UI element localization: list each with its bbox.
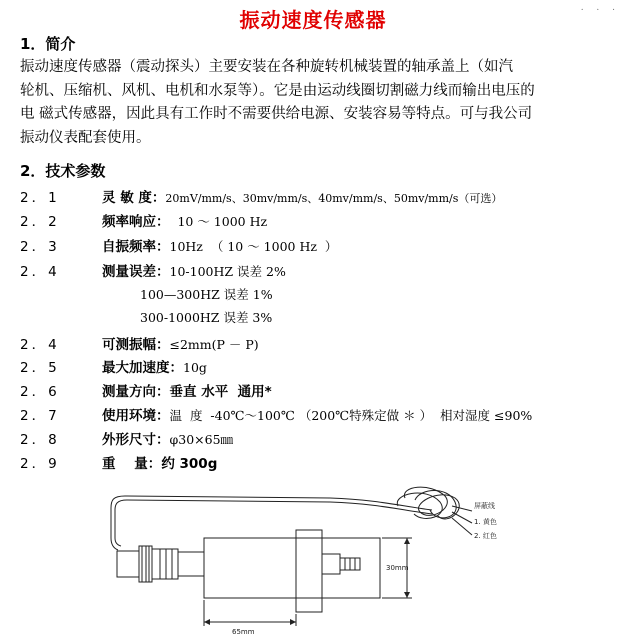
spec-row-dimensions <box>20 428 233 448</box>
spec-label: 自振频率： <box>102 239 170 255</box>
spec-value: 10 ～ 1000 Hz <box>169 214 268 229</box>
dim-length-label: 65mm <box>232 628 255 635</box>
spec-label: 重 量： <box>102 456 162 472</box>
intro-line: 电 磁式传感器，因此具有工作时不需要供给电源、安装容易等特点。可与我公司 <box>20 106 533 122</box>
spec-index: 2．7 <box>20 408 60 424</box>
spec-index: 2．2 <box>20 214 60 230</box>
spec-label: 灵 敏 度： <box>102 190 166 206</box>
sensor-drawing <box>0 478 626 635</box>
spec-row-frequency-response <box>20 210 267 230</box>
intro-line: 振动仪表配套使用。 <box>20 129 151 146</box>
spec-row-direction <box>20 380 272 400</box>
spec-value: φ30×65㎜ <box>169 432 234 447</box>
spec-index: 2．1 <box>20 190 60 206</box>
cable-line <box>115 500 432 546</box>
spec-value: 10g <box>183 360 207 375</box>
spec-index: 2．4 <box>20 337 60 353</box>
spec-value: 垂直 水平 通用* <box>169 384 272 400</box>
intro-line: 振动速度传感器（震动探头）主要安装在各种旋转机械装置的轴承盖上（如汽 <box>20 59 513 75</box>
spec-row-environment <box>20 404 532 424</box>
legend-item-red: 2. 红色 <box>474 532 497 540</box>
cable-line <box>111 496 432 550</box>
lead-wire <box>452 506 472 511</box>
mounting-flange <box>296 530 322 612</box>
stud-nut <box>322 554 340 574</box>
error-extra-line: 100—300HZ 误差 1% <box>140 287 273 302</box>
spec-label: 测量误差： <box>102 264 170 280</box>
corner-dots: . . . <box>580 3 620 13</box>
spec-row-natural-frequency <box>20 235 337 255</box>
spec-label: 最大加速度： <box>102 360 183 376</box>
intro-line: 轮机、压缩机、风机、电机和水泵等）。它是由运动线圈切割磁力线而输出电压的 <box>20 82 535 99</box>
spec-index: 2．9 <box>20 456 60 472</box>
spec-row-weight <box>20 452 217 472</box>
spec-row-measurement-error <box>20 260 286 280</box>
section-intro-heading: 1．简介 <box>20 35 76 53</box>
spec-label: 使用环境： <box>102 408 170 424</box>
spec-value: 10Hz （ 10 ～ 1000 Hz ） <box>169 239 338 254</box>
spec-index: 2．4 <box>20 264 60 280</box>
lead-wire <box>452 512 472 523</box>
spec-value: 10-100HZ 误差 2% <box>169 264 286 279</box>
connector-body <box>152 549 178 579</box>
lead-wire <box>452 518 472 535</box>
spec-value: 约 300g <box>161 456 218 472</box>
error-extra-line: 300-1000HZ 误差 3% <box>140 310 273 325</box>
spec-row-max-acceleration <box>20 356 207 376</box>
intro-paragraph <box>20 56 612 150</box>
spec-label: 频率响应： <box>102 214 170 230</box>
page-title: 振动速度传感器 <box>239 8 387 32</box>
cable-coil <box>397 487 459 519</box>
section-specs-heading: 2．技术参数 <box>20 162 106 180</box>
spec-row-amplitude <box>20 333 259 353</box>
spec-label: 测量方向： <box>102 384 170 400</box>
spec-index: 2．5 <box>20 360 60 376</box>
spec-index: 2．6 <box>20 384 60 400</box>
legend-title: 屏蔽线 <box>474 502 495 510</box>
connector-tip <box>117 551 139 577</box>
connector-collar <box>178 552 204 576</box>
spec-value: 温 度 -40℃～100℃ （200℃特殊定做 ＊ ） 相对湿度 ≤90% <box>169 408 533 423</box>
spec-value: ≤2mm(P － P) <box>169 337 259 352</box>
spec-value: 20mV/mm/s、30mv/mm/s、40mv/mm/s、50mv/mm/s（可选） <box>165 192 503 205</box>
spec-label: 可测振幅： <box>102 337 170 353</box>
legend-item-yellow: 1. 黄色 <box>474 518 497 526</box>
spec-index: 2．3 <box>20 239 60 255</box>
dim-height-label: 30mm <box>386 564 409 572</box>
spec-row-sensitivity <box>20 186 502 206</box>
sensor-body <box>204 538 380 598</box>
spec-label: 外形尺寸： <box>102 432 170 448</box>
spec-index: 2．8 <box>20 432 60 448</box>
